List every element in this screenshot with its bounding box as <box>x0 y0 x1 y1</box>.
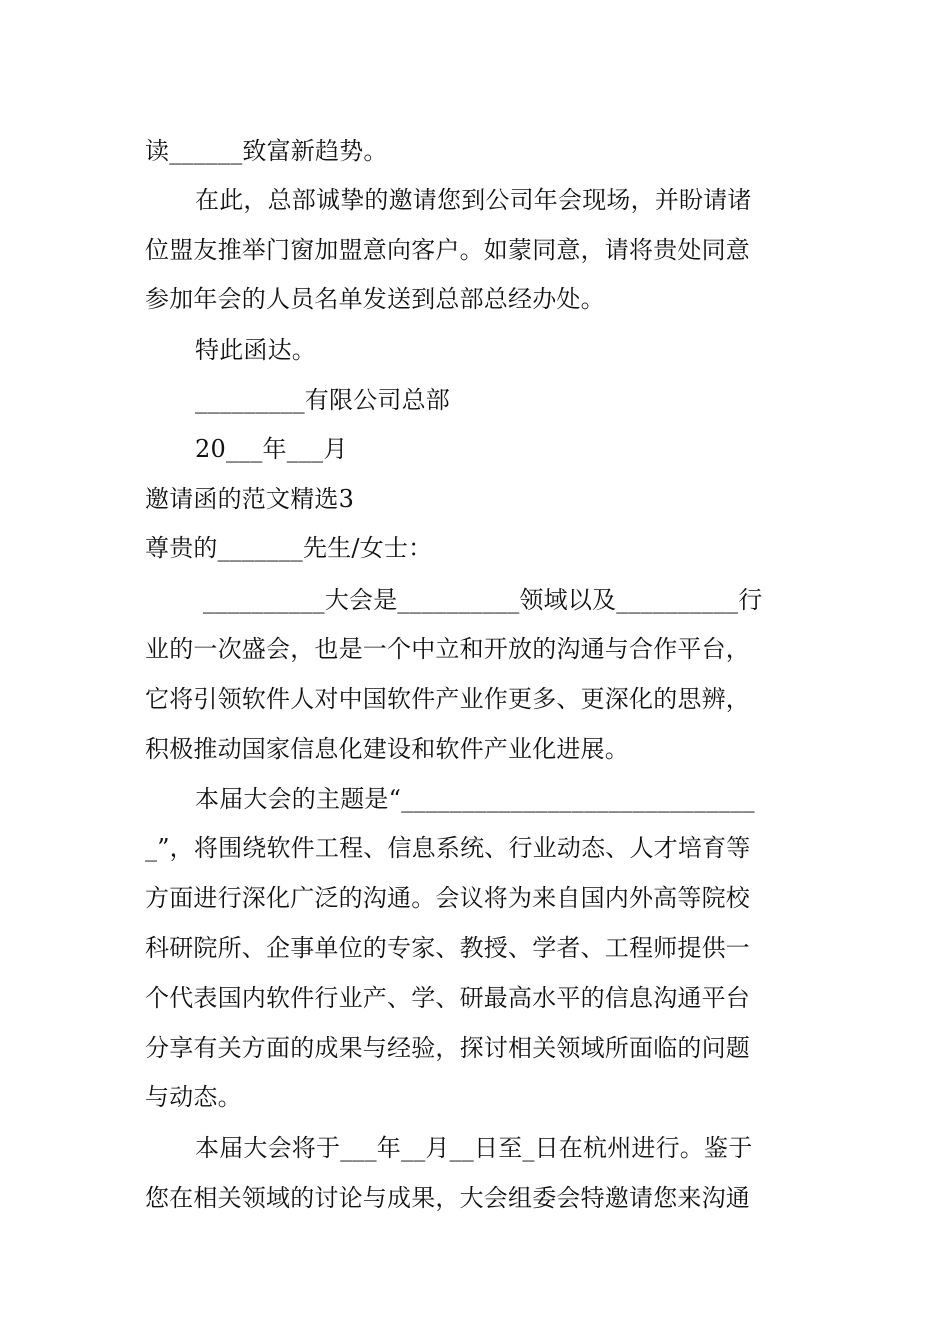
text-line: 特此函达。 <box>195 336 316 364</box>
text-line: 方面进行深化广泛的沟通。会议将为来自国内外高等院校 <box>145 884 750 912</box>
text-line: 本届大会的主题是“_____________________________ <box>195 785 755 813</box>
text-line: 它将引领软件人对中国软件产业作更多、更深化的思辨， <box>145 685 750 713</box>
text-line: 个代表国内软件行业产、学、研最高水平的信息沟通平台 <box>145 984 750 1012</box>
text-line: 参加年会的人员名单发送到总部总经办处。 <box>145 285 605 313</box>
text-line: 读______致富新趋势。 <box>145 137 388 165</box>
text-line: 在此，总部诚挚的邀请您到公司年会现场，并盼请诸 <box>195 186 752 214</box>
text-line: _”，将围绕软件工程、信息系统、行业动态、人才培育等 <box>145 834 751 862</box>
date-line: 20___年___月 <box>195 435 348 463</box>
section-title: 邀请函的范文精选3 <box>145 485 355 513</box>
text-line: 与动态。 <box>145 1083 242 1111</box>
text-line: 位盟友推举门窗加盟意向客户。如蒙同意，请将贵处同意 <box>145 236 750 264</box>
text-line: 您在相关领域的讨论与成果，大会组委会特邀请您来沟通 <box>145 1184 750 1212</box>
text-line: 积极推动国家信息化建设和软件产业化进展。 <box>145 735 629 763</box>
text-line: __________大会是__________领域以及__________行 <box>195 586 763 614</box>
text-line: 本届大会将于___年__月__日至_日在杭州进行。鉴于 <box>195 1134 753 1162</box>
text-line: 科研院所、企事单位的专家、教授、学者、工程师提供一 <box>145 934 750 962</box>
salutation: 尊贵的_______先生/女士： <box>145 534 433 562</box>
text-line: 分享有关方面的成果与经验，探讨相关领域所面临的问题 <box>145 1034 750 1062</box>
signature-line: _________有限公司总部 <box>195 386 450 414</box>
text-line: 业的一次盛会，也是一个中立和开放的沟通与合作平台， <box>145 635 750 663</box>
